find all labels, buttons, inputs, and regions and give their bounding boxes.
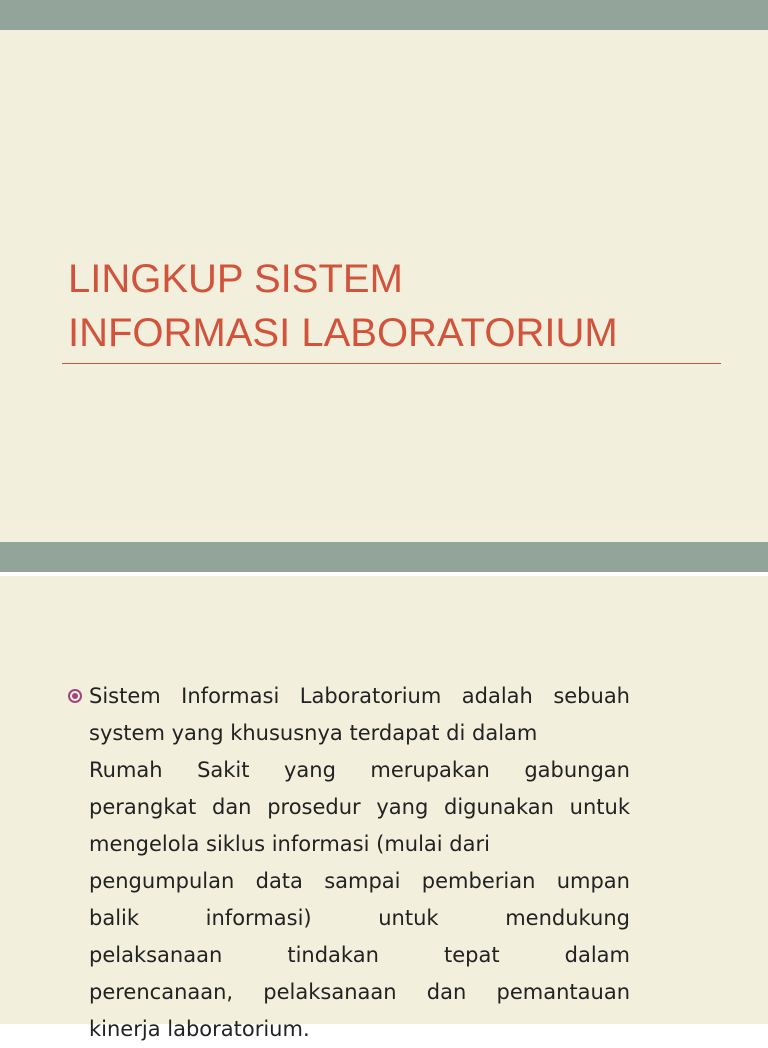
bullet-line-6: pengumpulan data sampai pemberian umpan	[89, 869, 630, 893]
bullet-line-9: perencanaan, pelaksanaan dan pemantauan	[89, 980, 630, 1004]
bullet-line-4: perangkat dan prosedur yang digunakan untuk	[89, 795, 630, 819]
bullet-line-10: kinerja laboratorium.	[89, 1017, 310, 1041]
bullet-icon	[68, 689, 82, 703]
bullet-item	[68, 678, 630, 1048]
bullet-line-1: Sistem Informasi Laboratorium adalah sebuah	[89, 684, 630, 708]
content-slide	[0, 576, 768, 1041]
title-line-1: LINGKUP SISTEM	[68, 257, 403, 301]
title-underline	[62, 363, 721, 364]
bullet-line-8: pelaksanaan tindakan tepat dalam	[89, 943, 630, 967]
bullet-line-3: Rumah Sakit yang merupakan gabungan	[89, 758, 630, 782]
bullet-line-7: balik informasi) untuk mendukung	[89, 906, 630, 930]
bullet-line-5: mengelola siklus informasi (mulai dari	[89, 832, 490, 856]
slide-title	[68, 252, 728, 360]
title-line-2: INFORMASI LABORATORIUM	[68, 311, 618, 355]
bullet-line-2: system yang khususnya terdapat di dalam	[89, 721, 538, 745]
top-band	[0, 0, 768, 30]
bottom-band	[0, 542, 768, 572]
bullet-text	[89, 678, 630, 1048]
